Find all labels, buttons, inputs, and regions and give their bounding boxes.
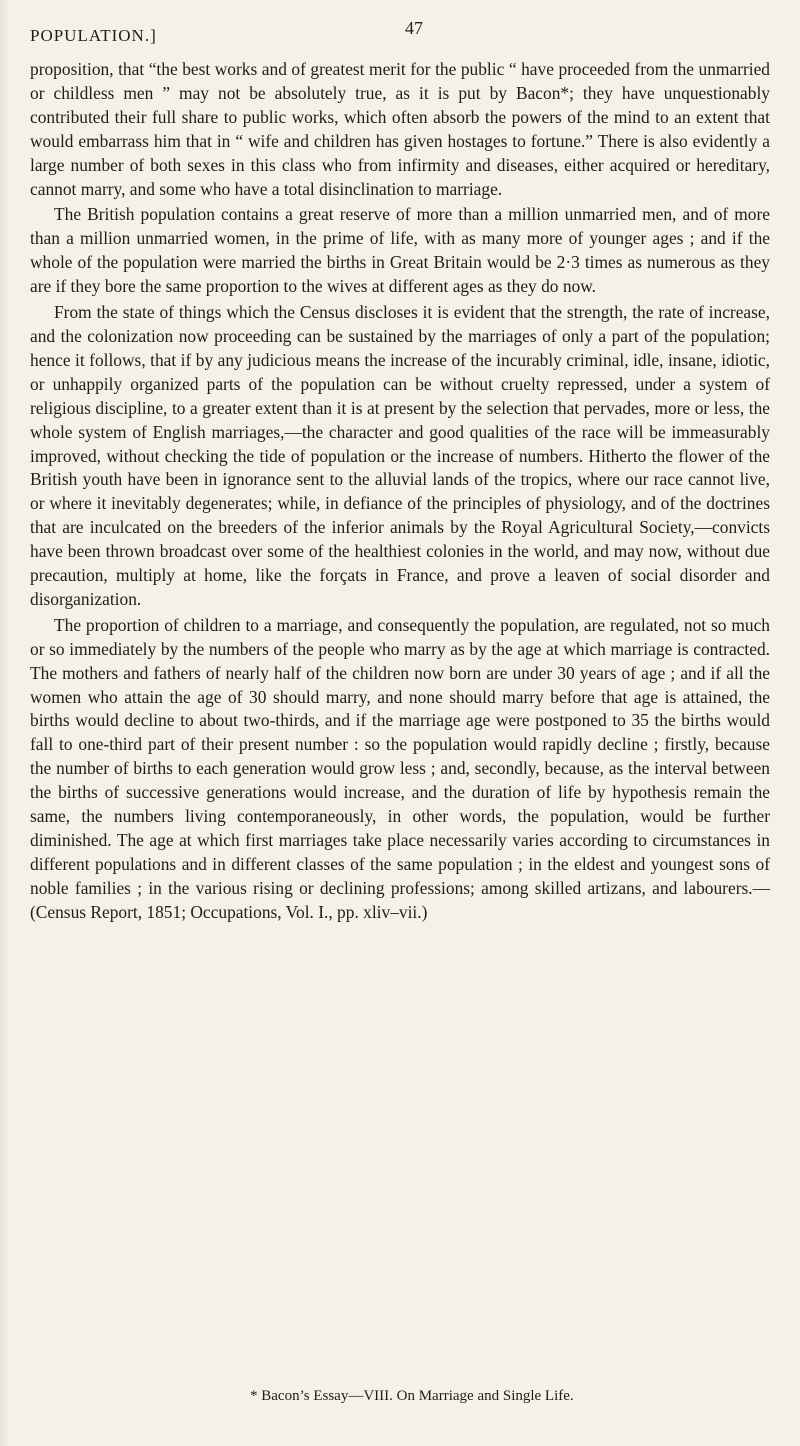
page-edge-shadow <box>0 0 10 1446</box>
paragraph-census-state: From the state of things which the Census discloses it is evident that the strength, the rate of increase, and the colonization now proceeding can be sustained by the marriages of only a part of the population; hence it follows, that if by any judicious means the increase of the incurably criminal, idle, insane, idiotic, or unhappily organized parts of the population can be without cruelty repressed, under a system of religious discipline, to a greater extent than it is at present by the selection that pervades, more or less, the whole system of English marriages,—the character and good qualities of the race will be immeasurably improved, without checking the tide of population or the increase of numbers. Hitherto the flower of the British youth have been in ignorance sent to the alluvial lands of the tropics, where our race cannot live, or where it inevitably degenerates; while, in defiance of the principles of physiology, and of the doctrines that are inculcated on the breeders of the inferior animals by the Royal Agricultural Society,—convicts have been thrown broadcast over some of the healthiest colonies in the world, and may now, without due precaution, multiply at home, like the forçats in France, and prove a leaven of social disorder and disorganization. <box>30 302 770 609</box>
page-number: 47 <box>405 18 423 38</box>
footnote: * Bacon’s Essay—VIII. On Marriage and Single Life. <box>250 1388 574 1404</box>
running-head <box>30 18 760 48</box>
paragraph-proportion-children: The proportion of children to a marriage, and consequently the population, are regulated, not so much or so immediately by the numbers of the people who marry as by the age at which marriage is contracted. The mothers and fathers of nearly half of the children now born are under 30 years of age ; and if all the women who attain the age of 30 should marry, and none should marry before that age is attained, the births would decline to about two-thirds, and if the marriage age were postponed to 35 the births would fall to one-third part of their present number : so the population would rapidly decline ; firstly, because the number of births to each generation would grow less ; and, secondly, because, as the interval between the births of successive generations would increase, and the duration of life by hypothesis remain the same, the numbers living contemporaneously, in other words, the population, would be further diminished. The age at which first marriages take place necessarily varies according to circumstances in different populations and in different classes of the same population ; in the eldest and youngest sons of noble families ; in the various rising or declining professions; among skilled artizans, and labourers.—(Census Report, 1851; Occupations, Vol. I., pp. xliv–vii.) <box>30 614 770 922</box>
paragraph-continuation: proposition, that “the best works and of greatest merit for the public “ have proceeded from the unmarried or childless men ” may not be absolutely true, as it is put by Bacon*; they have unquestionably contributed their full share to public works, which often absorb the powers of the mind to an extent that would embarrass him that in “ wife and children has given hostages to fortune.” There is also evidently a large number of both sexes in this class who from infirmity and diseases, either acquired or hereditary, cannot marry, and some who have a total disinclination to marriage. <box>30 59 770 199</box>
section-title: POPULATION.] <box>30 26 157 45</box>
body-text <box>30 58 770 925</box>
paragraph-british-population: The British population contains a great reserve of more than a million unmarried men, and of more than a million unmarried women, in the prime of life, with as many more of younger ages ; and if the whole of the population were married the births in Great Britain would be 2·3 times as numerous as they are if they bore the same proportion to the wives at different ages as they do now. <box>30 204 770 297</box>
